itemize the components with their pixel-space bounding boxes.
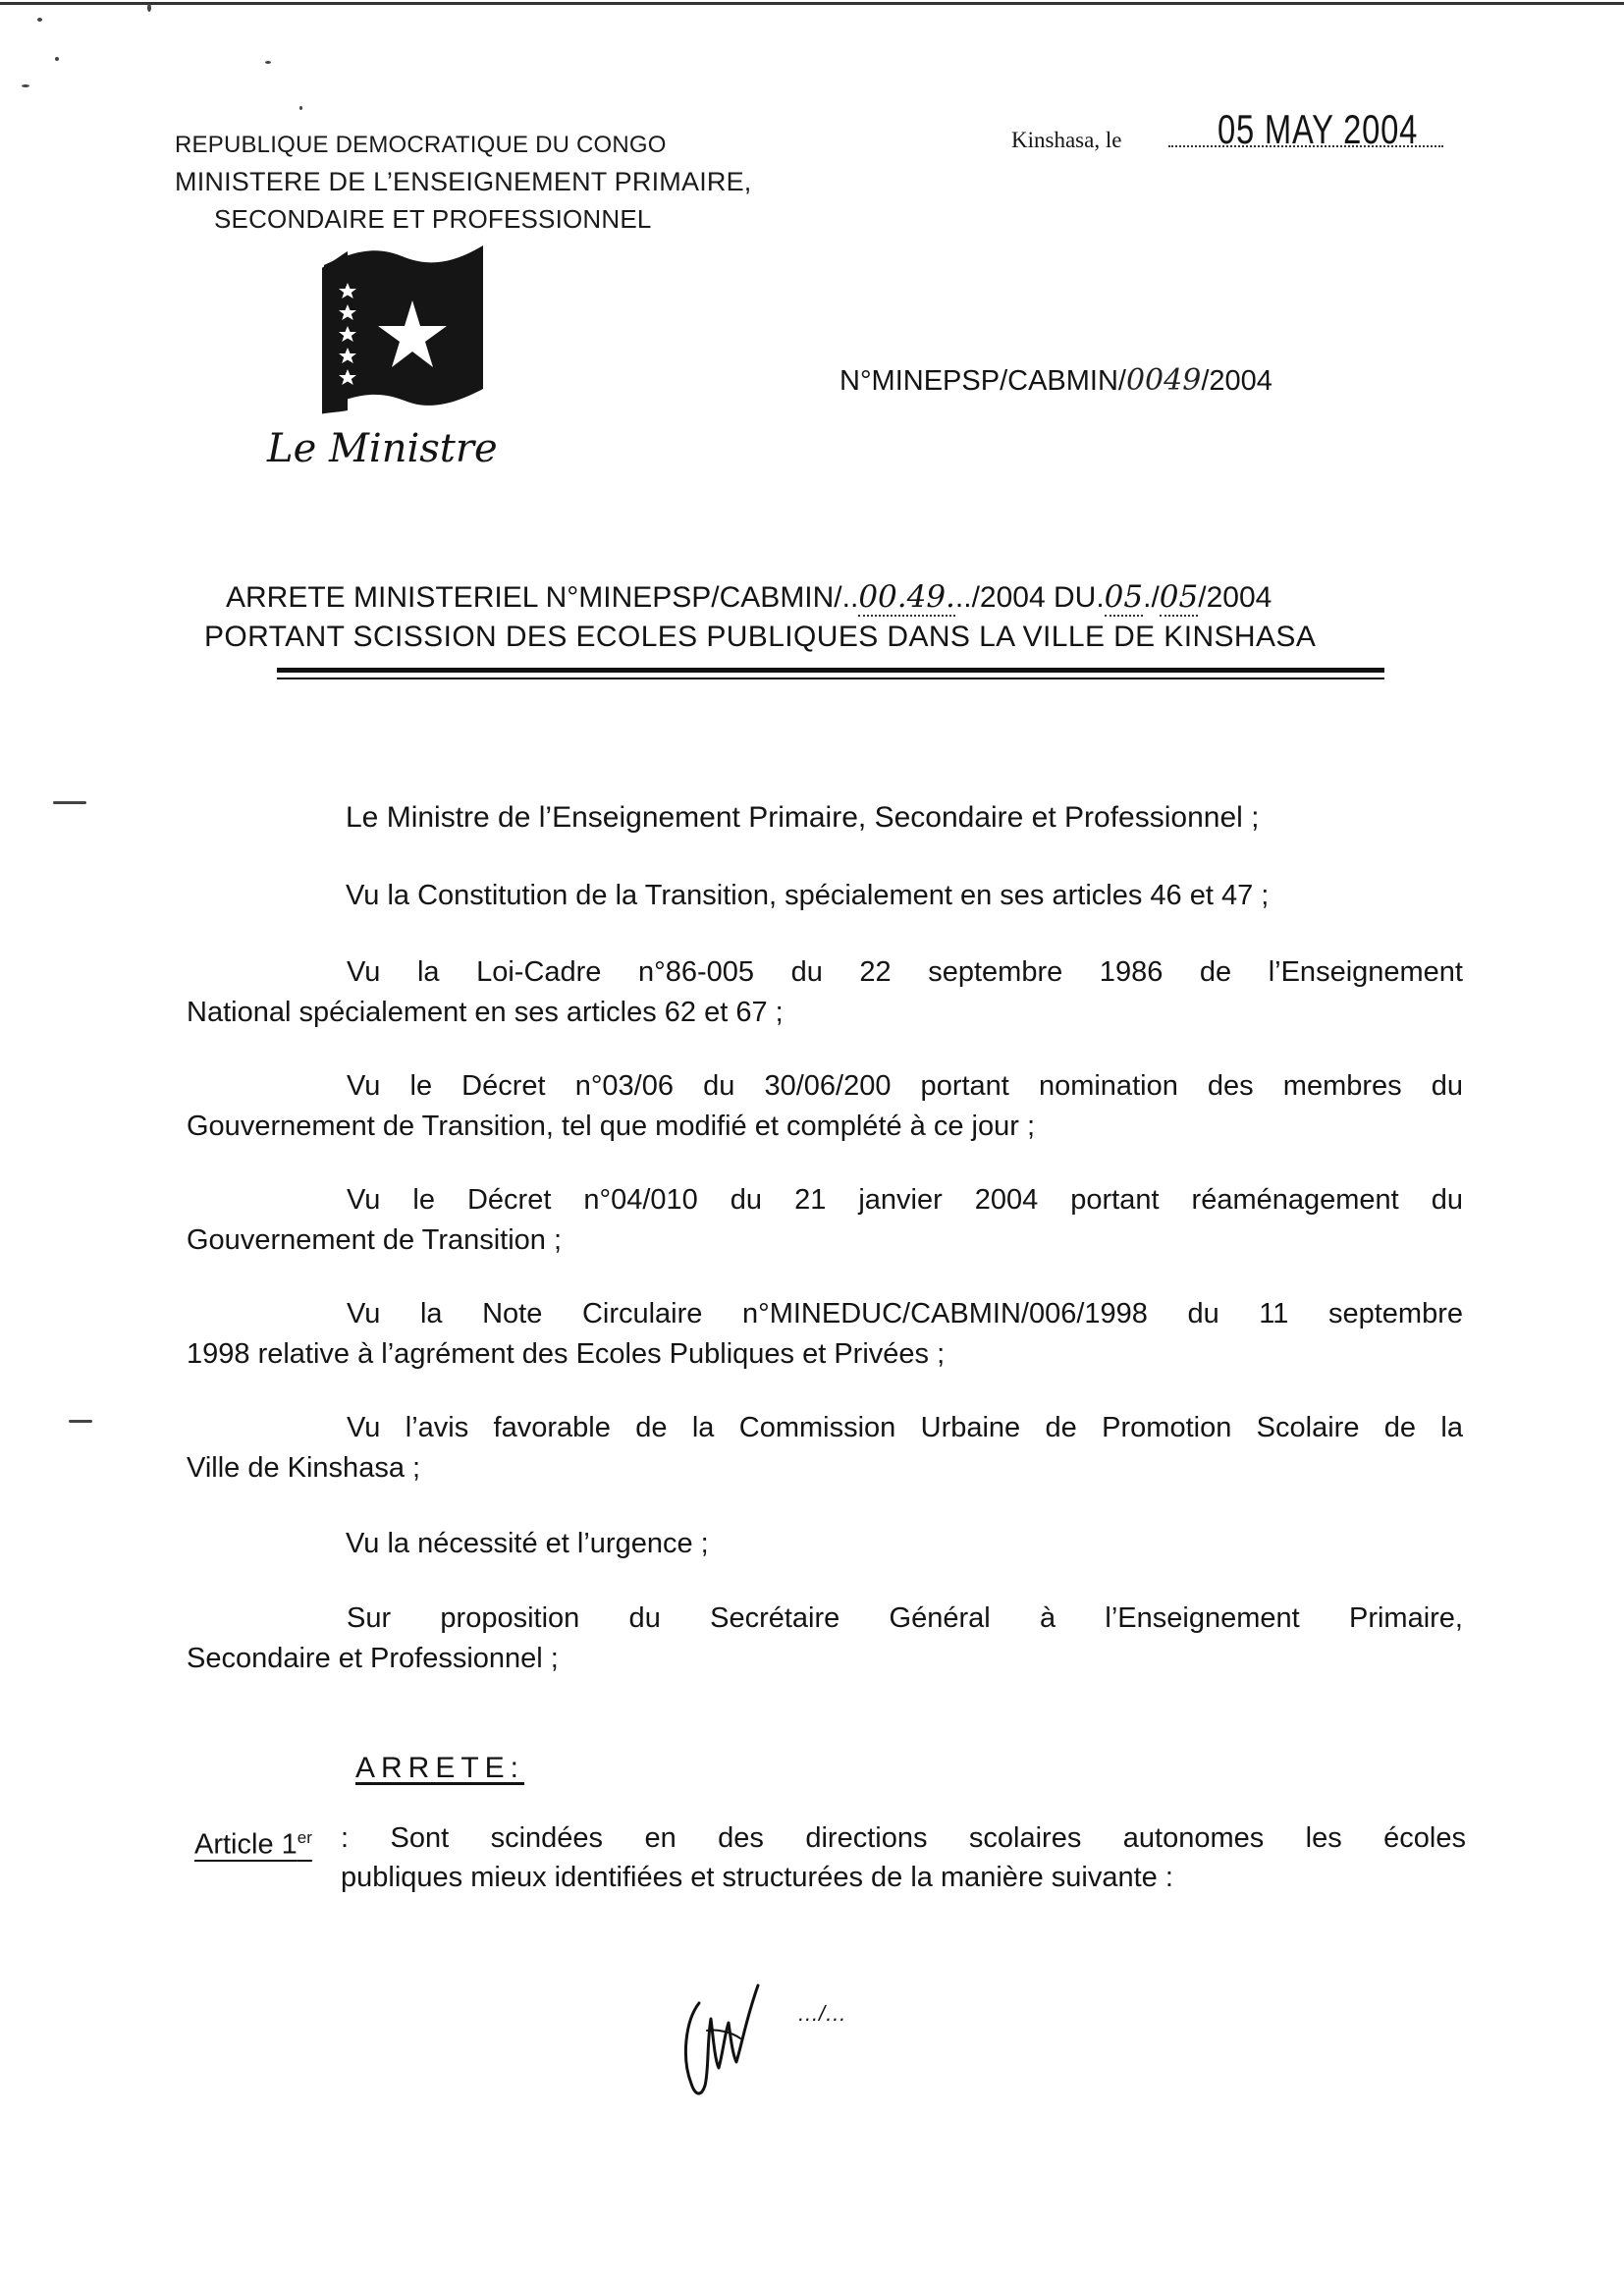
date-stamp: 05 MAY 2004 bbox=[1218, 106, 1419, 152]
scan-mark bbox=[53, 801, 86, 804]
reference-number bbox=[839, 363, 1272, 398]
article-1-label-sup: er bbox=[297, 1828, 312, 1847]
sur-proposition-line2: Secondaire et Professionnel ; bbox=[187, 1643, 559, 1674]
vu-decret-2 bbox=[187, 1180, 1463, 1261]
vu-decret-1-line1: Vu le Décret n°03/06 du 30/06/200 portant nomination des membres du bbox=[347, 1070, 1463, 1102]
sur-proposition bbox=[187, 1599, 1463, 1679]
article-1-text bbox=[341, 1818, 1466, 1897]
title-prefix: ARRETE MINISTERIEL N°MINEPSP/CABMIN/.. bbox=[226, 581, 859, 614]
title-handwritten-month: 05 bbox=[1159, 579, 1199, 615]
vu-necessite: Vu la nécessité et l’urgence ; bbox=[346, 1528, 709, 1559]
scan-speck bbox=[55, 57, 59, 61]
title-double-rule bbox=[277, 678, 1384, 679]
scan-speck bbox=[147, 4, 151, 12]
title-handwritten-number: 00.49. bbox=[858, 579, 955, 615]
place-label: Kinshasa, le bbox=[1011, 128, 1122, 152]
scan-top-edge bbox=[0, 2, 1624, 5]
title-mid: ../2004 DU. bbox=[954, 581, 1105, 614]
signatory-title: Le Ministre bbox=[267, 426, 498, 471]
vu-decret-1 bbox=[187, 1066, 1463, 1147]
vu-avis-favorable bbox=[187, 1408, 1463, 1489]
preamble-minister: Le Ministre de l’Enseignement Primaire, Secondaire et Professionnel ; bbox=[346, 801, 1260, 834]
vu-decret-2-line1: Vu le Décret n°04/010 du 21 janvier 2004 portant réaménagement du bbox=[347, 1184, 1463, 1216]
vu-note-line1: Vu la Note Circulaire n°MINEDUC/CABMIN/006/1998 du 11 septembre bbox=[347, 1298, 1463, 1329]
vu-avis-line2: Ville de Kinshasa ; bbox=[187, 1452, 421, 1484]
reference-handwritten-number: 0049 bbox=[1125, 363, 1202, 398]
sur-proposition-line1: Sur proposition du Secrétaire Général à l’Enseignement Primaire, bbox=[347, 1602, 1463, 1634]
vu-loi-cadre-line1: Vu la Loi-Cadre n°86-005 du 22 septembre 1986 de l’Enseignement bbox=[347, 956, 1463, 988]
vu-decret-1-line2: Gouvernement de Transition, tel que modifié et complété à ce jour ; bbox=[187, 1111, 1036, 1142]
scan-speck bbox=[22, 84, 29, 87]
article-1-label bbox=[194, 1828, 312, 1862]
title-suffix: /2004 bbox=[1198, 581, 1272, 614]
flag-emblem-icon bbox=[322, 244, 485, 416]
article-1-label-text: Article 1 bbox=[194, 1828, 298, 1861]
vu-loi-cadre bbox=[187, 952, 1463, 1033]
vu-avis-line1: Vu l’avis favorable de la Commission Urbaine de Promotion Scolaire de la bbox=[347, 1412, 1463, 1443]
handwritten-signature bbox=[677, 1974, 795, 2111]
vu-note-circulaire bbox=[187, 1294, 1463, 1375]
scan-speck bbox=[299, 106, 302, 110]
article-1-line2: publiques mieux identifiées et structurées de la manière suivante : bbox=[341, 1862, 1173, 1893]
scan-speck bbox=[37, 18, 42, 22]
vu-note-line2: 1998 relative à l’agrément des Ecoles Publiques et Privées ; bbox=[187, 1338, 946, 1370]
continued-marker: …/… bbox=[797, 2001, 847, 2026]
title-handwritten-day: 05 bbox=[1104, 579, 1144, 615]
scan-speck bbox=[265, 61, 271, 64]
header-ministry-line1: MINISTERE DE L’ENSEIGNEMENT PRIMAIRE, bbox=[175, 167, 752, 196]
header-country: REPUBLIQUE DEMOCRATIQUE DU CONGO bbox=[175, 132, 667, 158]
reference-prefix: N°MINEPSP/CABMIN/ bbox=[839, 365, 1126, 397]
decision-heading: ARRETE: bbox=[355, 1752, 525, 1784]
title-double-rule bbox=[277, 668, 1384, 673]
vu-decret-2-line2: Gouvernement de Transition ; bbox=[187, 1224, 563, 1256]
decree-title-line2: PORTANT SCISSION DES ECOLES PUBLIQUES DANS LA VILLE DE KINSHASA bbox=[204, 621, 1317, 653]
title-separator: ./ bbox=[1143, 581, 1160, 614]
reference-suffix: /2004 bbox=[1201, 365, 1272, 397]
decree-title-line1 bbox=[226, 579, 1272, 615]
vu-constitution: Vu la Constitution de la Transition, spécialement en ses articles 46 et 47 ; bbox=[346, 880, 1270, 911]
header-ministry-line2: SECONDAIRE ET PROFESSIONNEL bbox=[214, 204, 652, 234]
article-1-line1: : Sont scindées en des directions scolaires autonomes les écoles bbox=[341, 1822, 1466, 1854]
vu-loi-cadre-line2: National spécialement en ses articles 62 et 67 ; bbox=[187, 997, 784, 1028]
scan-mark bbox=[69, 1420, 92, 1423]
